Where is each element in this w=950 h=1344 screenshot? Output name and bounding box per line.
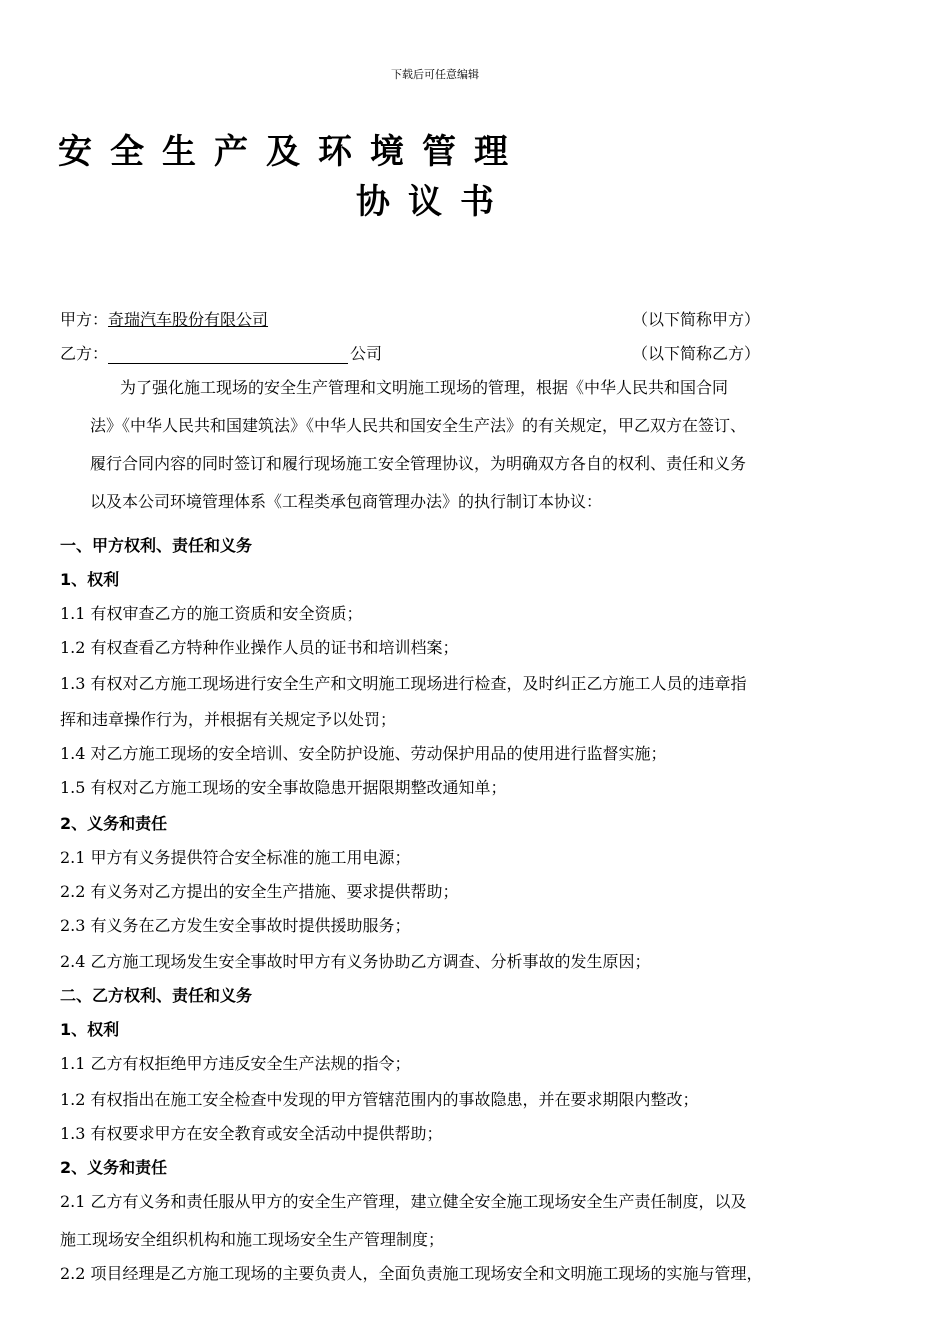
subsection-heading: 2、义务和责任 bbox=[60, 814, 168, 833]
party-b-suffix: （以下简称乙方） bbox=[632, 344, 761, 363]
clause-line: 1.1 乙方有权拒绝甲方违反安全生产法规的指令； bbox=[60, 1054, 411, 1073]
clause-line: 2.1 甲方有义务提供符合安全标准的施工用电源； bbox=[60, 848, 411, 867]
party-b-blank-field bbox=[108, 347, 348, 364]
section-heading: 二、乙方权利、责任和义务 bbox=[60, 986, 253, 1005]
clause-line: 挥和违章操作行为，并根据有关规定予以处罚； bbox=[60, 710, 397, 729]
clause-line: 1.4 对乙方施工现场的安全培训、安全防护设施、劳动保护用品的使用进行监督实施； bbox=[60, 744, 667, 763]
subsection-heading: 1、权利 bbox=[60, 570, 120, 589]
clause-line: 1.3 有权对乙方施工现场进行安全生产和文明施工现场进行检查，及时纠正乙方施工人员的违章指 bbox=[60, 674, 747, 693]
intro-line: 法》《中华人民共和国建筑法》《中华人民共和国安全生产法》的有关规定，甲乙双方在签订、 bbox=[90, 416, 747, 435]
clause-line: 1.3 有权要求甲方在安全教育或安全活动中提供帮助； bbox=[60, 1124, 443, 1143]
section-heading: 一、甲方权利、责任和义务 bbox=[60, 536, 253, 555]
intro-line: 以及本公司环境管理体系《工程类承包商管理办法》的执行制订本协议： bbox=[90, 492, 603, 511]
header-note: 下载后可任意编辑 bbox=[391, 68, 479, 81]
party-b-label: 乙方： bbox=[60, 344, 109, 363]
clause-line: 2.4 乙方施工现场发生安全事故时甲方有义务协助乙方调查、分析事故的发生原因； bbox=[60, 952, 651, 971]
party-b-line bbox=[60, 344, 382, 364]
intro-line: 为了强化施工现场的安全生产管理和文明施工现场的管理，根据《中华人民共和国合同 bbox=[120, 378, 729, 397]
subsection-heading: 1、权利 bbox=[60, 1020, 120, 1039]
party-a-line bbox=[60, 310, 268, 330]
clause-line: 1.2 有权查看乙方特种作业操作人员的证书和培训档案； bbox=[60, 638, 459, 657]
document-title-line2: 协议书 bbox=[356, 182, 512, 222]
clause-line: 1.1 有权审查乙方的施工资质和安全资质； bbox=[60, 604, 363, 623]
subsection-heading: 2、义务和责任 bbox=[60, 1158, 168, 1177]
intro-line: 履行合同内容的同时签订和履行现场施工安全管理协议，为明确双方各自的权利、责任和义务 bbox=[90, 454, 747, 473]
clause-line: 2.2 项目经理是乙方施工现场的主要负责人，全面负责施工现场安全和文明施工现场的实施与管理， bbox=[60, 1264, 763, 1283]
document-title-line1: 安全生产及环境管理 bbox=[58, 132, 526, 172]
party-a-suffix: （以下简称甲方） bbox=[632, 310, 761, 329]
clause-line: 2.1 乙方有义务和责任服从甲方的安全生产管理，建立健全安全施工现场安全生产责任制度，以及 bbox=[60, 1192, 747, 1211]
clause-line: 2.2 有义务对乙方提出的安全生产措施、要求提供帮助； bbox=[60, 882, 459, 901]
party-a-name: 奇瑞汽车股份有限公司 bbox=[108, 310, 269, 329]
party-b-after: 公司 bbox=[350, 344, 383, 363]
clause-line: 1.2 有权指出在施工安全检查中发现的甲方管辖范围内的事故隐患，并在要求期限内整改； bbox=[60, 1090, 699, 1109]
party-a-label: 甲方： bbox=[60, 310, 109, 329]
clause-line: 2.3 有义务在乙方发生安全事故时提供援助服务； bbox=[60, 916, 411, 935]
clause-line: 施工现场安全组织机构和施工现场安全生产管理制度； bbox=[60, 1230, 445, 1249]
clause-line: 1.5 有权对乙方施工现场的安全事故隐患开据限期整改通知单； bbox=[60, 778, 507, 797]
